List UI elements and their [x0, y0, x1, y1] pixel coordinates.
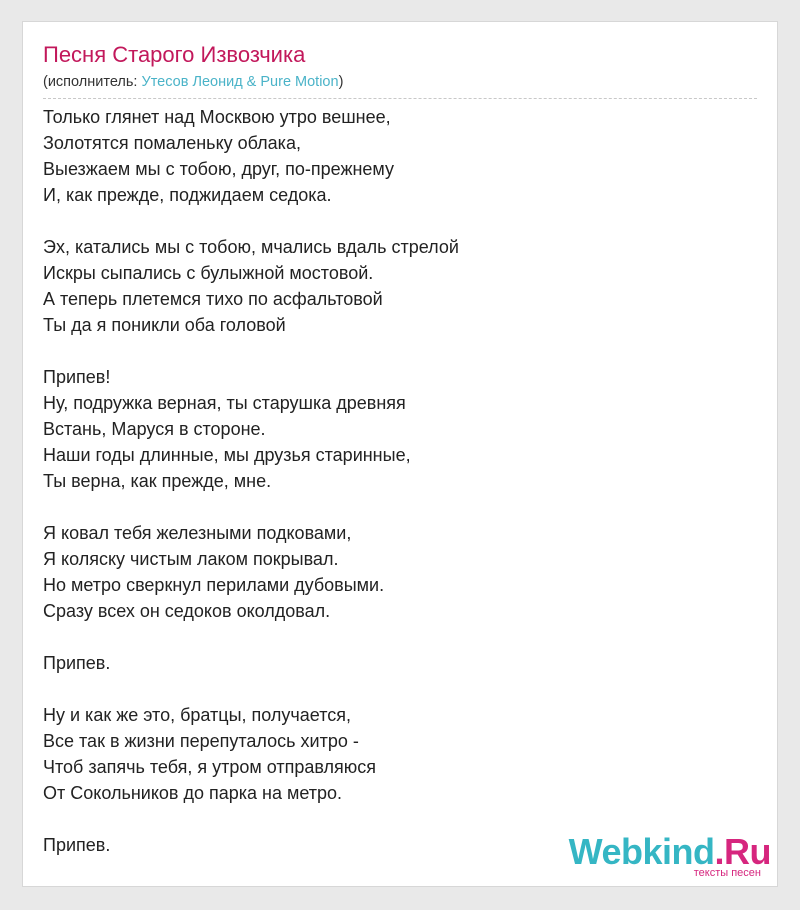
lyrics-line: Искры сыпались с булыжной мостовой. — [43, 263, 374, 283]
lyrics-line: Я ковал тебя железными подковами, — [43, 523, 352, 543]
logo-tagline: тексты песен — [693, 867, 761, 879]
lyrics-line: Ну и как же это, братцы, получается, — [43, 705, 351, 725]
webkind-logo[interactable] — [568, 831, 771, 882]
lyrics-line: Золотятся помаленьку облака, — [43, 133, 301, 153]
performer-prefix: (исполнитель: — [43, 74, 142, 90]
title-divider — [43, 98, 757, 99]
logo-wordmark — [569, 832, 771, 872]
song-title: Песня Старого Извозчика — [43, 42, 306, 67]
lyrics-line: Ты да я поникли оба головой — [43, 315, 286, 335]
lyrics-line: Ну, подружка верная, ты старушка древняя — [43, 393, 406, 413]
performer-suffix: ) — [338, 74, 344, 90]
lyrics-line: Наши годы длинные, мы друзья старинные, — [43, 445, 411, 465]
logo-domain-suffix: .Ru — [714, 831, 771, 872]
lyrics-line: Я коляску чистым лаком покрывал. — [43, 549, 339, 569]
lyrics-line: Встань, Маруся в стороне. — [43, 419, 266, 439]
performer-link[interactable]: Утесов Леонид & Pure Motion — [141, 74, 339, 90]
lyrics-body — [43, 104, 743, 884]
lyrics-line: Выезжаем мы с тобою, друг, по-прежнему — [43, 159, 395, 179]
lyrics-line: И, как прежде, поджидаем седока. — [43, 185, 332, 205]
lyrics-stanza — [43, 702, 743, 806]
lyrics-stanza — [43, 104, 743, 208]
lyrics-stanza — [43, 364, 743, 494]
lyrics-line: Припев. — [43, 835, 111, 855]
lyrics-line: Только глянет над Москвою утро вешнее, — [43, 107, 391, 127]
lyrics-line: Все так в жизни перепуталось хитро - — [43, 731, 359, 751]
lyrics-stanza — [43, 520, 743, 624]
performer-line — [43, 74, 343, 90]
lyrics-line: Эх, катались мы с тобою, мчались вдаль стрелой — [43, 237, 459, 257]
lyrics-card — [22, 21, 778, 887]
lyrics-line: Припев! — [43, 367, 111, 387]
lyrics-line: Припев. — [43, 653, 111, 673]
lyrics-line: Но метро сверкнул перилами дубовыми. — [43, 575, 385, 595]
lyrics-line: Ты верна, как прежде, мне. — [43, 471, 272, 491]
lyrics-line: Сразу всех он седоков околдовал. — [43, 601, 331, 621]
lyrics-line: От Сокольников до парка на метро. — [43, 783, 343, 803]
lyrics-stanza — [43, 234, 743, 338]
logo-main-text: Webkind — [568, 831, 715, 872]
lyrics-line: Чтоб запячь тебя, я утром отправляюся — [43, 757, 377, 777]
lyrics-stanza — [43, 650, 743, 676]
lyrics-line: А теперь плетемся тихо по асфальтовой — [43, 289, 383, 309]
